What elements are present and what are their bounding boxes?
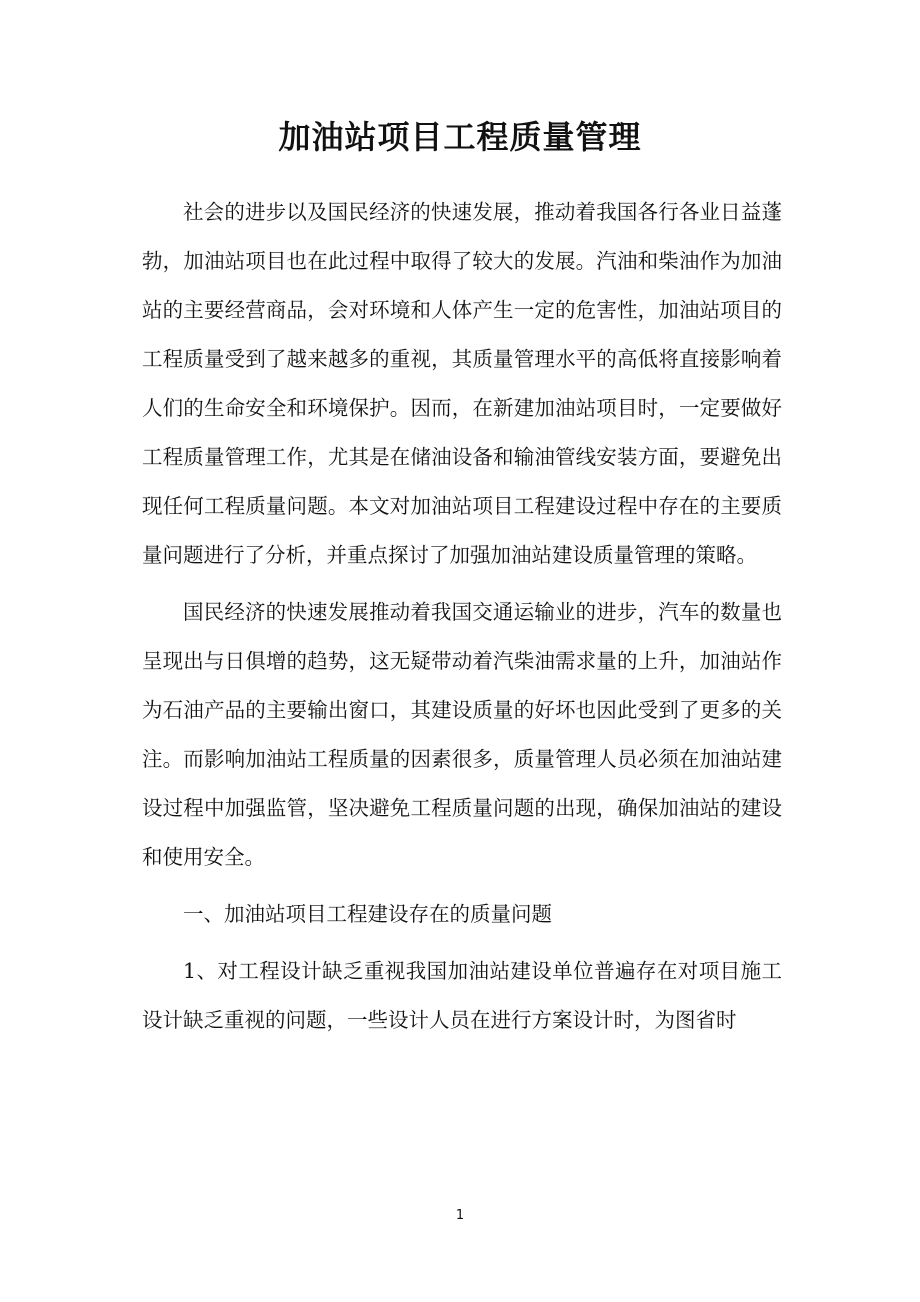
paragraph-background: 国民经济的快速发展推动着我国交通运输业的进步，汽车的数量也呈现出与日俱增的趋势，这无疑带动着汽柴油需求量的上升，加油站作为石油产品的主要输出窗口，其建设质量的好坏也因此受到了更多的关注。而影响加油站工程质量的因素很多，质量管理人员必须在加油站建设过程中加强监管，坚决避免工程质量问题的出现，确保加油站的建设和使用安全。 — [142, 600, 782, 869]
page-number: 1 — [455, 1208, 465, 1223]
paragraph-intro: 社会的进步以及国民经济的快速发展，推动着我国各行各业日益蓬勃，加油站项目也在此过程中取得了较大的发展。汽油和柴油作为加油站的主要经营商品，会对环境和人体产生一定的危害性，加油站项目的工程质量受到了越来越多的重视，其质量管理水平的高低将直接影响着人们的生命安全和环境保护。因而，在新建加油站项目时，一定要做好工程质量管理工作，尤其是在储油设备和输油管线安装方面，要避免出现任何工程质量问题。本文对加油站项目工程建设过程中存在的主要质量问题进行了分析，并重点探讨了加强加油站建设质量管理的策略。 — [142, 200, 782, 567]
paragraph-design-issue: 1、对工程设计缺乏重视我国加油站建设单位普遍存在对项目施工设计缺乏重视的问题，一些设计人员在进行方案设计时，为图省时 — [142, 959, 782, 1032]
document-title: 加油站项目工程质量管理 — [278, 118, 642, 156]
document-body — [142, 188, 782, 1053]
section-heading: 一、加油站项目工程建设存在的质量问题 — [183, 902, 552, 926]
